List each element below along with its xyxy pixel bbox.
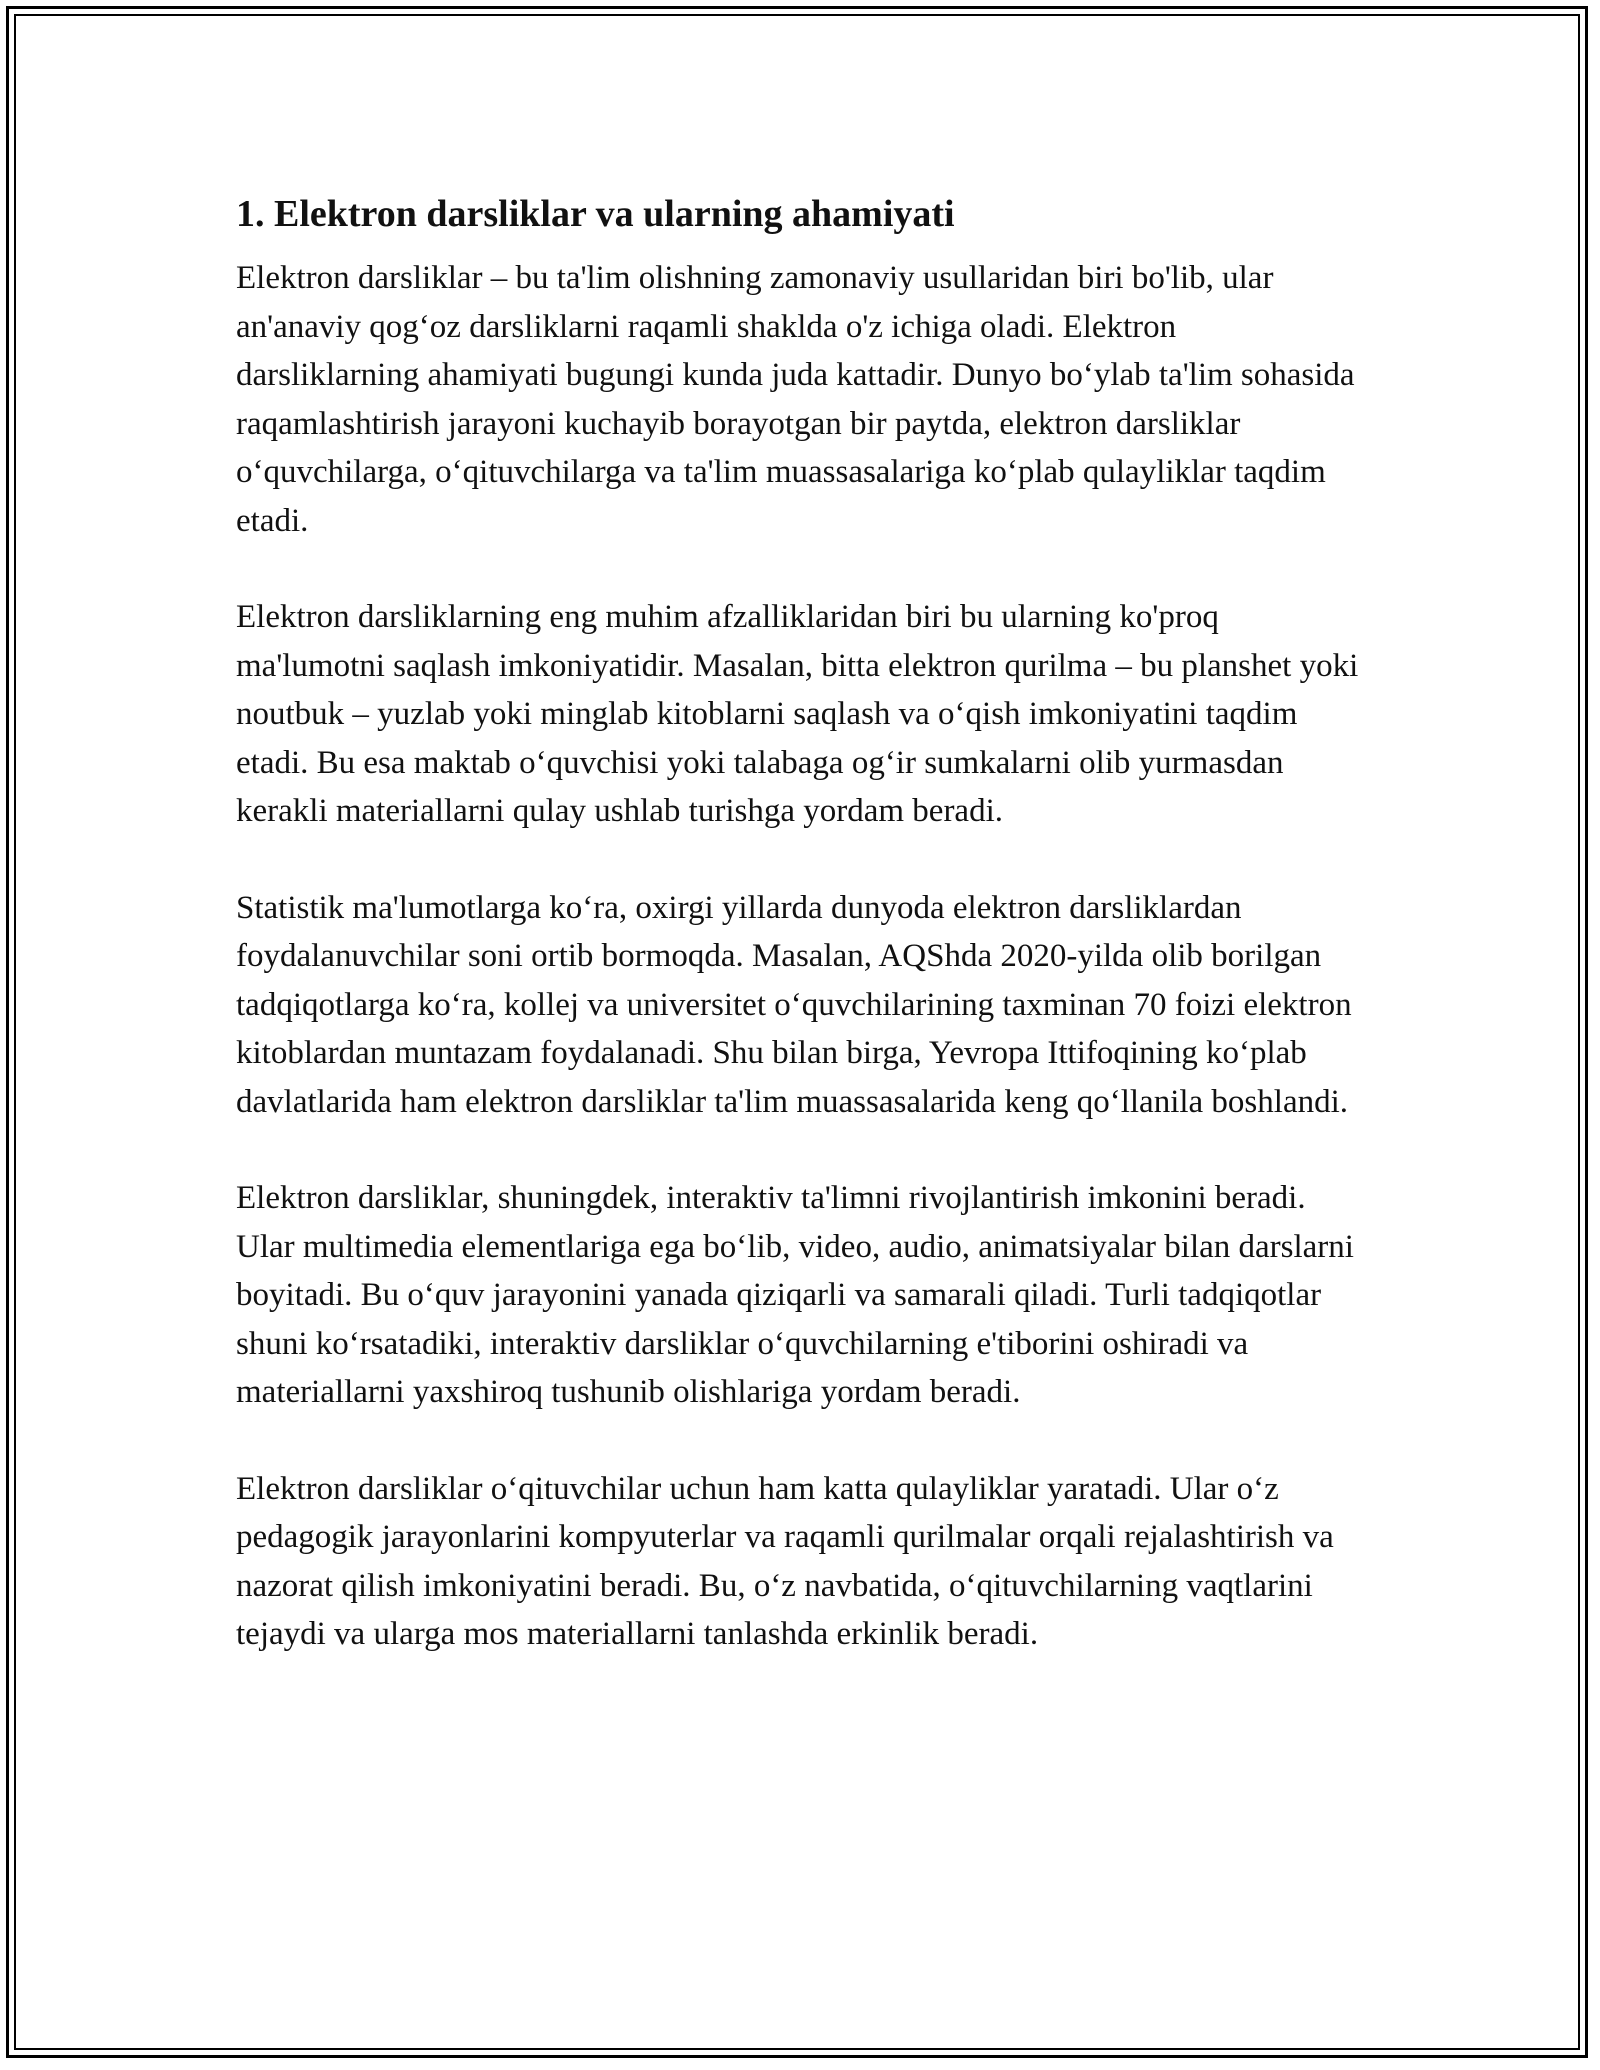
document-body: [236, 186, 1364, 1707]
section-heading: 1. Elektron darsliklar va ularning ahamiyati: [236, 193, 955, 235]
paragraph-interactive-learning: Elektron darsliklar, shuningdek, interaktiv ta'limni rivojlantirish imkonini beradi. Ular multimedia elementlariga ega bo‘lib, video, audio, animatsiyalar bilan darslarni boyitadi. Bu o‘quv jarayonini yanada qiziqarli va samarali qiladi. Turli tadqiqotlar shuni ko‘rsatadiki, interaktiv darsliklar o‘quvchilarning e'tiborini oshiradi va materiallarni yaxshiroq tushunib olishlariga yordam beradi.: [236, 1180, 1354, 1410]
paragraph-intro: Elektron darsliklar – bu ta'lim olishning zamonaviy usullaridan biri bo'lib, ular an'anaviy qog‘oz darsliklarni raqamli shaklda o'z ichiga oladi. Elektron darsliklarning ahamiyati bugungi kunda juda kattadir. Dunyo bo‘ylab ta'lim sohasida raqamlashtirish jarayoni kuchayib borayotgan bir paytda, elektron darsliklar o‘quvchilarga, o‘qituvchilarga va ta'lim muassasalariga ko‘plab qulayliklar taqdim etadi.: [236, 260, 1355, 539]
paragraph-statistics: Statistik ma'lumotlarga ko‘ra, oxirgi yillarda dunyoda elektron darsliklardan foydalanuvchilar soni ortib bormoqda. Masalan, AQShda 2020-yilda olib borilgan tadqiqotlarga ko‘ra, kollej va universitet o‘quvchilarining taxminan 70 foizi elektron kitoblardan muntazam foydalanadi. Shu bilan birga, Yevropa Ittifoqining ko‘plab davlatlarida ham elektron darsliklar ta'lim muassasalarida keng qo‘llanila boshlandi.: [236, 889, 1352, 1120]
paragraph-storage-advantage: Elektron darsliklarning eng muhim afzalliklaridan biri bu ularning ko'proq ma'lumotni saqlash imkoniyatidir. Masalan, bitta elektron qurilma – bu planshet yoki noutbuk – yuzlab yoki minglab kitoblarni saqlash va o‘qish imkoniyatini taqdim etadi. Bu esa maktab o‘quvchisi yoki talabaga og‘ir sumkalarni olib yurmasdan kerakli materiallarni qulay ushlab turishga yordam beradi.: [236, 599, 1359, 829]
paragraph-teacher-benefits: Elektron darsliklar o‘qituvchilar uchun ham katta qulayliklar yaratadi. Ular o‘z pedagogik jarayonlarini kompyuterlar va raqamli qurilmalar orqali rejalashtirish va nazorat qilish imkoniyatini beradi. Bu, o‘z navbatida, o‘qituvchilarning vaqtlarini tejaydi va ularga mos materiallarni tanlashda erkinlik beradi.: [236, 1470, 1334, 1652]
